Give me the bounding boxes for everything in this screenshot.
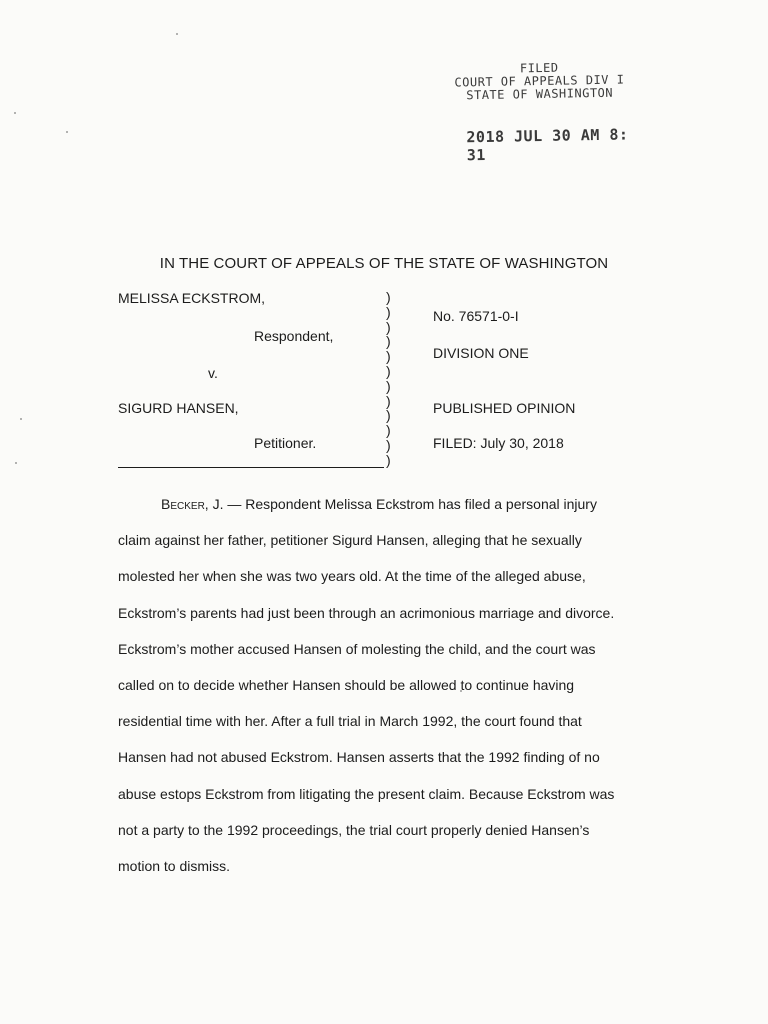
filing-stamp: [449, 60, 631, 164]
caption-parentheses: ) ) ) ) ) ) ) ) ) ) ) ): [386, 289, 391, 468]
court-heading: IN THE COURT OF APPEALS OF THE STATE OF WASHINGTON: [159, 255, 609, 272]
scan-speck: [14, 112, 16, 114]
division: DIVISION ONE: [433, 345, 529, 361]
opinion-body: [118, 486, 678, 884]
stamp-datetime: 2018 JUL 30 AM 8: 31: [466, 125, 629, 165]
body-line: Eckstrom’s parents had just been through an acrimonious marriage and divorce.: [118, 604, 615, 621]
body-line: residential time with her. After a full trial in March 1992, the court found that: [118, 713, 582, 730]
body-line: not a party to the 1992 proceedings, the trial court properly denied Hansen’s: [118, 821, 590, 838]
body-line: called on to decide whether Hansen should be allowed to continue having: [118, 677, 575, 694]
party1-role: Respondent,: [254, 328, 334, 344]
body-line: abuse estops Eckstrom from litigating the present claim. Because Eckstrom was: [118, 785, 615, 802]
scan-speck: [66, 131, 68, 133]
case-number: No. 76571-0-I: [433, 308, 519, 324]
body-line: motion to dismiss.: [118, 858, 231, 875]
party2-role: Petitioner.: [254, 435, 317, 451]
party2-name: SIGURD HANSEN,: [118, 400, 239, 416]
versus: v.: [208, 365, 218, 381]
judge-name: Becker, J.: [161, 496, 224, 512]
stamp-filed: FILED: [519, 60, 559, 76]
stamp-state: STATE OF WASHINGTON: [466, 85, 614, 103]
body-line: molested her when she was two years old. At the time of the alleged abuse,: [118, 568, 586, 585]
stamp-court: COURT OF APPEALS DIV I: [454, 72, 625, 90]
scan-speck: [15, 462, 17, 464]
opinion-type: PUBLISHED OPINION: [433, 400, 576, 416]
scan-speck: [176, 33, 178, 35]
body-line: Hansen had not abused Eckstrom. Hansen asserts that the 1992 finding of no: [118, 749, 600, 766]
caption-rule: [118, 467, 384, 468]
filed-date: FILED: July 30, 2018: [433, 435, 564, 451]
party1-name: MELISSA ECKSTROM,: [118, 290, 266, 306]
scan-speck: [20, 418, 22, 420]
body-line-first: [118, 486, 678, 522]
body-line: — Respondent Melissa Eckstrom has filed a personal injury: [223, 496, 597, 512]
body-line: claim against her father, petitioner Sigurd Hansen, alleging that he sexually: [118, 532, 582, 549]
body-line: Eckstrom’s mother accused Hansen of molesting the child, and the court was: [118, 640, 596, 657]
